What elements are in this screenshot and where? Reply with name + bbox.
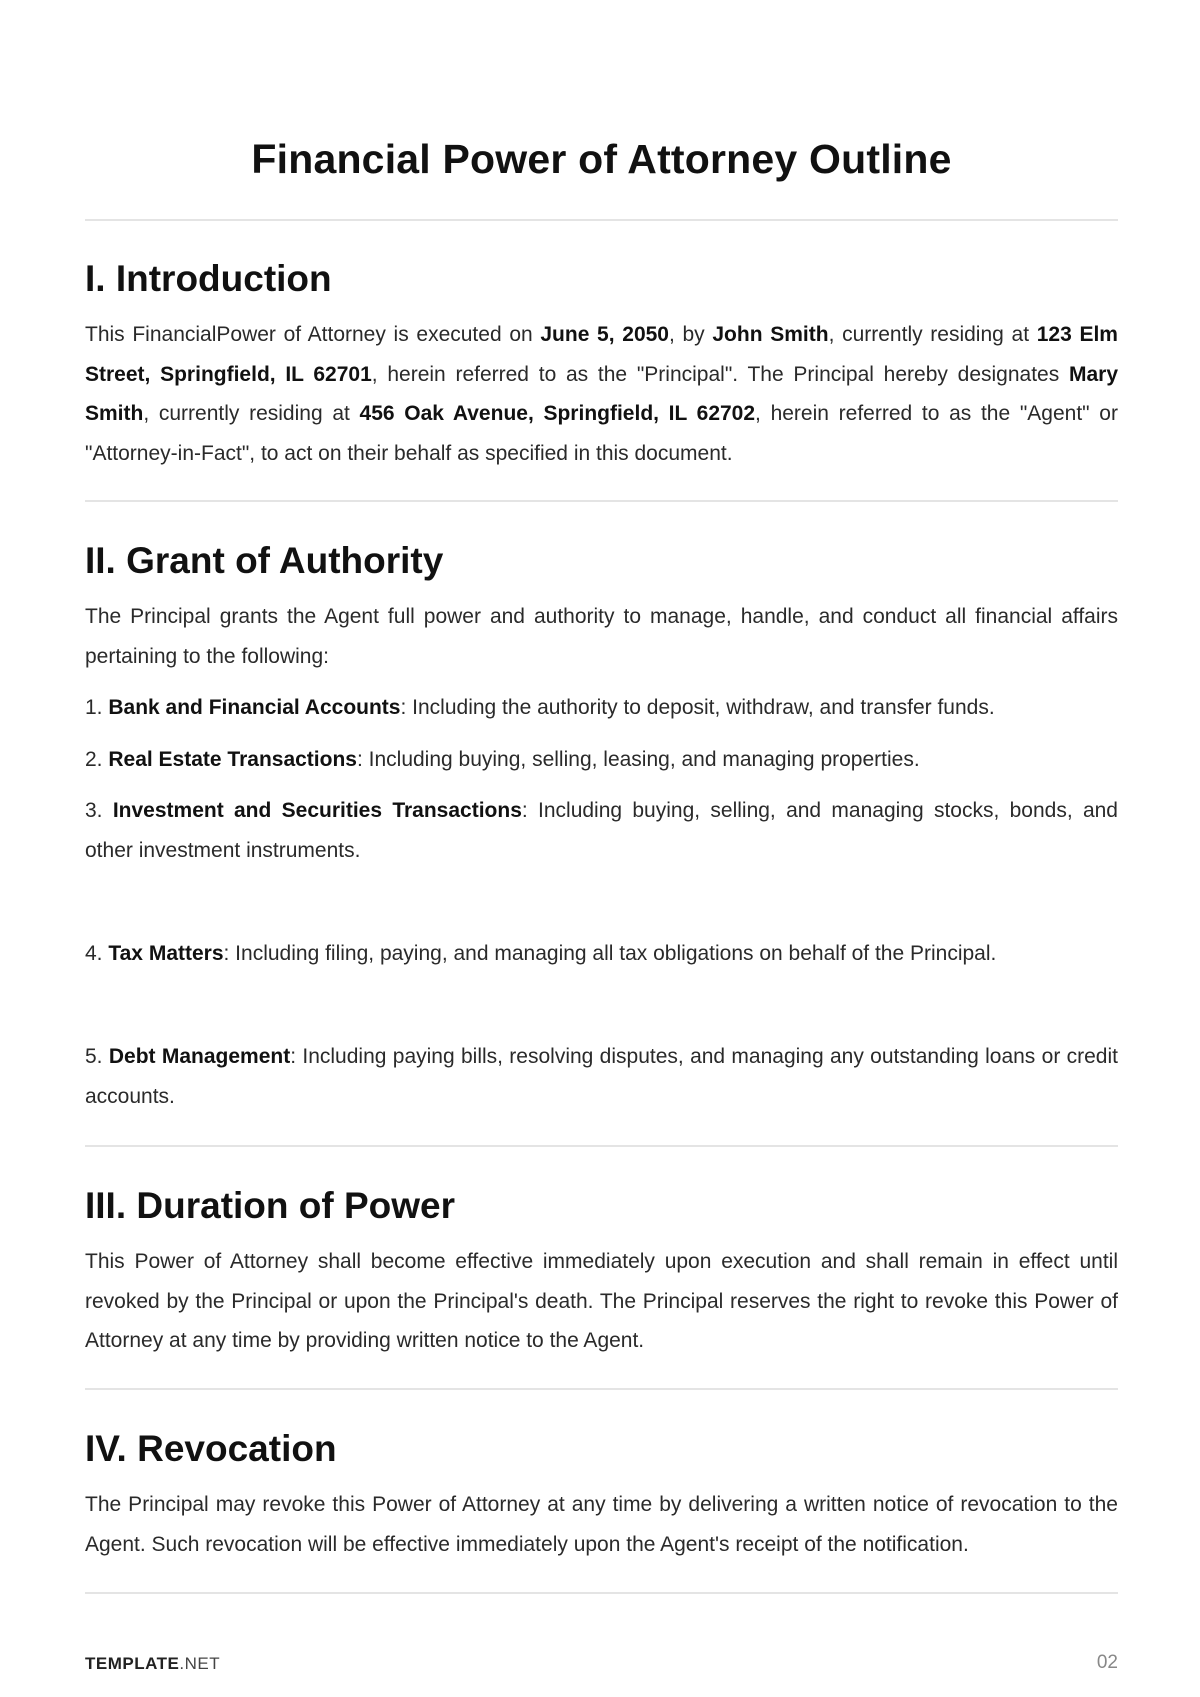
revocation-paragraph: The Principal may revoke this Power of Attorney at any time by delivering a written notice of revocation to the Agent. Such revocation will be effective immediately upon the Agent's receipt of the notification.: [85, 1493, 1118, 1556]
document-title: Financial Power of Attorney Outline: [251, 136, 952, 182]
principal-name: John Smith: [712, 323, 829, 346]
brand-logo: TEMPLATE.NET: [85, 1654, 221, 1673]
list-item: 2. Real Estate Transactions: Including buying, selling, leasing, and managing properties.: [85, 748, 920, 771]
agent-address: 456 Oak Avenue, Springfield, IL 62702: [359, 402, 756, 425]
section-heading-revocation: IV. Revocation: [85, 1428, 337, 1469]
principal-address: 123 Elm Street, Springfield, IL 62701: [85, 323, 1118, 386]
section-heading-duration: III. Duration of Power: [85, 1185, 456, 1226]
divider: [85, 219, 1118, 221]
grant-paragraph: The Principal grants the Agent full power and authority to manage, handle, and conduct all financial affairs pertaining to the following:: [85, 605, 1118, 668]
list-item: 4. Tax Matters: Including filing, paying, and managing all tax obligations on behalf of the Principal.: [85, 942, 997, 965]
list-item: 5. Debt Management: Including paying bills, resolving disputes, and managing any outstanding loans or credit accounts.: [85, 1045, 1118, 1108]
divider: [85, 1388, 1118, 1390]
introduction-paragraph: This FinancialPower of Attorney is executed on June 5, 2050, by John Smith, currently residing at 123 Elm Street, Springfield, IL 62701, herein referred to as the "Principal". The Principal hereby designates Mary Smith, currently residing at 456 Oak Avenue, Springfield, IL 62702, herein referred to as the "Agent" or "Attorney-in-Fact", to act on their behalf as specified in this document.: [85, 323, 1118, 465]
divider: [85, 1145, 1118, 1147]
section-heading-introduction: I. Introduction: [85, 258, 332, 299]
section-heading-grant-of-authority: II. Grant of Authority: [85, 540, 444, 581]
duration-paragraph: This Power of Attorney shall become effective immediately upon execution and shall remain in effect until revoked by the Principal or upon the Principal's death. The Principal reserves the right to revoke this Power of Attorney at any time by providing written notice to the Agent.: [85, 1250, 1118, 1352]
page-number: 02: [1096, 1652, 1118, 1673]
list-item: 3. Investment and Securities Transactions: Including buying, selling, and managing stocks, bonds, and other investment instruments.: [85, 799, 1118, 862]
agent-name: Mary Smith: [85, 362, 1118, 425]
list-item: 1. Bank and Financial Accounts: Including the authority to deposit, withdraw, and transfer funds.: [85, 696, 995, 719]
execution-date: June 5, 2050: [540, 323, 669, 346]
divider: [85, 500, 1118, 502]
divider: [85, 1592, 1118, 1594]
